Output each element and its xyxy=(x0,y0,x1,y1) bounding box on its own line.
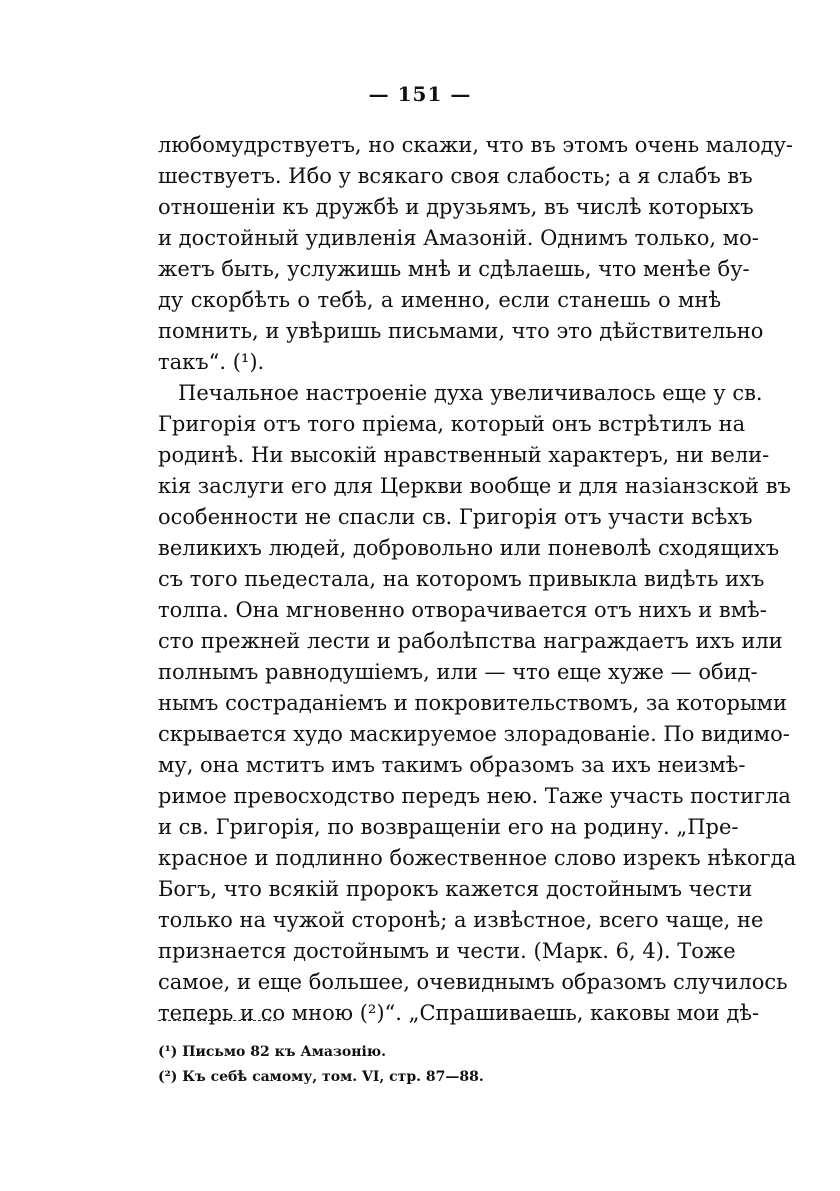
text-line: и св. Григорія, по возвращеніи его на родину. „Пре- xyxy=(158,815,739,839)
text-line: и достойный удивленія Амазоній. Однимъ только, мо- xyxy=(158,226,759,250)
text-line: ду скорбѣть о тебѣ, а именно, если станешь о мнѣ xyxy=(158,288,721,312)
text-line: такъ“. (¹). xyxy=(158,350,265,374)
text-line: отношеніи къ дружбѣ и друзьямъ, въ числѣ которыхъ xyxy=(158,195,754,219)
footnotes xyxy=(158,1040,721,1090)
page-number: — 151 — xyxy=(368,82,472,106)
text-line: Печальное настроеніе духа увеличивалось еще у св. xyxy=(178,381,763,405)
text-line: сто прежней лести и раболѣпства награждаетъ ихъ или xyxy=(158,629,783,653)
text-line: особенности не спасли св. Григорія отъ участи всѣхъ xyxy=(158,505,753,529)
footnote-1: (¹) Письмо 82 къ Амазонію. xyxy=(158,1044,387,1060)
text-line: теперь и со мною (²)“. „Спрашиваешь, каковы мои дѣ- xyxy=(158,1001,760,1025)
text-line: любомудрствуетъ, но скажи, что въ этомъ очень малоду- xyxy=(158,133,794,157)
text-line: Григорія отъ того пріема, который онъ встрѣтилъ на xyxy=(158,412,746,436)
text-line: римое превосходство передъ нею. Таже участь постигла xyxy=(158,784,791,808)
text-line: полнымъ равнодушіемъ, или — что еще хуже — обид- xyxy=(158,660,758,684)
text-line: съ того пьедестала, на которомъ привыкла видѣть ихъ xyxy=(158,567,765,591)
text-line: красное и подлинно божественное слово изрекъ нѣкогда xyxy=(158,846,797,870)
text-line: шествуетъ. Ибо у всякаго своя слабость; а я слабъ въ xyxy=(158,164,753,188)
text-line: великихъ людей, добровольно или поневолѣ сходящихъ xyxy=(158,536,780,560)
text-line: помнить, и увѣришь письмами, что это дѣйствительно xyxy=(158,319,764,343)
text-line: жетъ быть, услужишь мнѣ и сдѣлаешь, что менѣе бу- xyxy=(158,257,750,281)
text-line: толпа. Она мгновенно отворачивается отъ нихъ и вмѣ- xyxy=(158,598,767,622)
text-line: признается достойнымъ и чести. (Марк. 6, 4). Тоже xyxy=(158,939,736,963)
text-line: самое, и еще большее, очевиднымъ образомъ случилось xyxy=(158,970,788,994)
text-line: кія заслуги его для Церкви вообще и для назіанзской въ xyxy=(158,474,791,498)
body-text xyxy=(158,130,797,1029)
text-line: скрывается худо маскируемое злорадованіе. По видимо- xyxy=(158,722,790,746)
footnote-2: (²) Къ себѣ самому, том. VI, стр. 87—88. xyxy=(158,1069,484,1085)
text-line: только на чужой сторонѣ; а извѣстное, всего чаще, не xyxy=(158,908,764,932)
text-line: родинѣ. Ни высокій нравственный характеръ, ни вели- xyxy=(158,443,770,467)
footnote-divider xyxy=(158,1020,276,1021)
text-line: Богъ, что всякій пророкъ кажется достойнымъ чести xyxy=(158,877,753,901)
text-line: му, она мститъ имъ такимъ образомъ за ихъ неизмѣ- xyxy=(158,753,746,777)
text-line: нымъ состраданіемъ и покровительствомъ, за которыми xyxy=(158,691,788,715)
